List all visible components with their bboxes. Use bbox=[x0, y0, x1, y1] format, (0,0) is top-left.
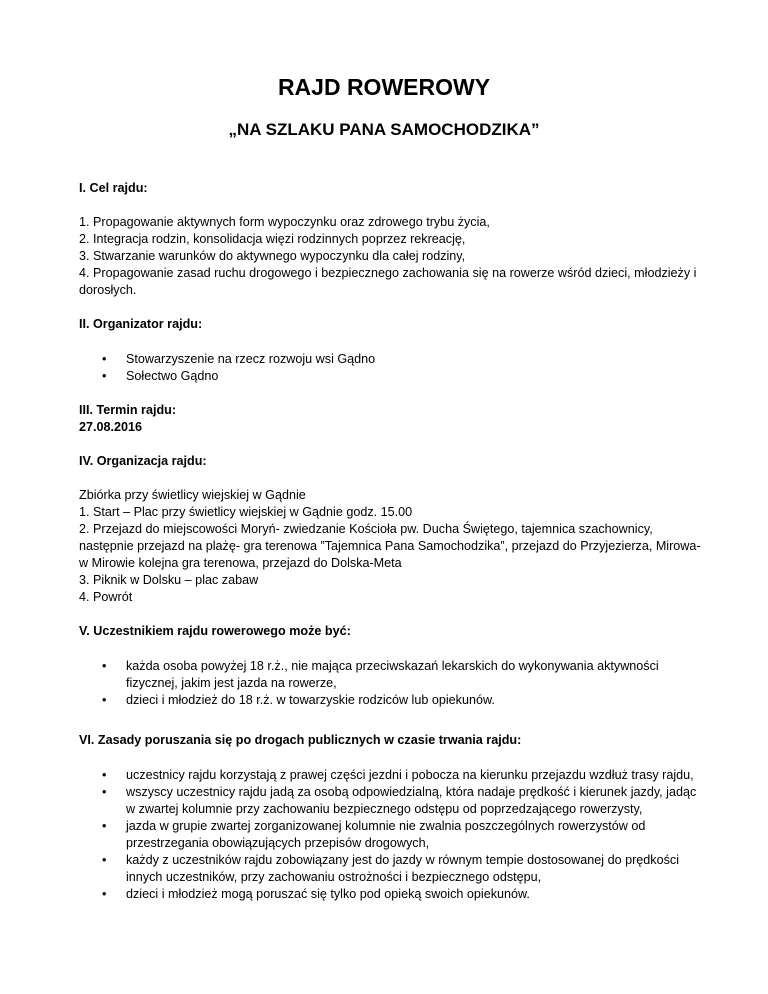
organization-line: Zbiórka przy świetlicy wiejskiej w Gądnie bbox=[79, 488, 306, 502]
goal-line: 3. Stwarzanie warunków do aktywnego wypoczynku dla całej rodziny, bbox=[79, 249, 466, 263]
section-heading-goal: I. Cel rajdu: bbox=[79, 181, 148, 195]
organization-line: 4. Powrót bbox=[79, 590, 133, 604]
section-heading-participants: V. Uczestnikiem rajdu rowerowego może być: bbox=[79, 624, 351, 638]
list-item: • Stowarzyszenie na rzecz rozwoju wsi Gądno bbox=[79, 351, 706, 368]
section-heading-rules: VI. Zasady poruszania się po drogach publicznych w czasie trwania rajdu: bbox=[79, 733, 522, 747]
organization-line: 3. Piknik w Dolsku – plac zabaw bbox=[79, 573, 259, 587]
goal-line: 1. Propagowanie aktywnych form wypoczynku oraz zdrowego trybu życia, bbox=[79, 215, 490, 229]
goal-line: 2. Integracja rodzin, konsolidacja więzi rodzinnych poprzez rekreację, bbox=[79, 232, 466, 246]
list-item: • dzieci i młodzież do 18 r.ż. w towarzyskie rodziców lub opiekunów. bbox=[79, 692, 706, 709]
organization-line: 2. Przejazd do miejscowości Moryń- zwiedzanie Kościoła pw. Ducha Świętego, tajemnica szachownicy, następnie przejazd na plażę- gra terenowa ”Tajemnica Pana Samochodzika”, przejazd do Przyjezierza, Mirowa- w Mirowie kolejna gra terenowa, przejazd do Dolska-Meta bbox=[79, 522, 701, 570]
list-item: • uczestnicy rajdu korzystają z prawej części jezdni i pobocza na kierunku przejazdu wzdłuż trasy rajdu, bbox=[79, 767, 706, 784]
section-heading-date: III. Termin rajdu: bbox=[79, 403, 177, 417]
list-item: • wszyscy uczestnicy rajdu jadą za osobą odpowiedzialną, która nadaje prędkość i kierunek jazdy, jadąc w zwartej kolumnie przy zachowaniu bezpiecznego odstępu od poprzedzającego rowerzysty, bbox=[79, 784, 706, 818]
section-heading-organizer: II. Organizator rajdu: bbox=[79, 317, 203, 331]
document-body bbox=[79, 180, 706, 903]
list-item: • Sołectwo Gądno bbox=[79, 368, 706, 385]
document-subtitle: „NA SZLAKU PANA SAMOCHODZIKA” bbox=[228, 120, 540, 139]
list-item: • każda osoba powyżej 18 r.ż., nie mająca przeciwskazań lekarskich do wykonywania aktywności fizycznej, jakim jest jazda na rowerze, bbox=[79, 658, 706, 692]
rally-date: 27.08.2016 bbox=[79, 420, 143, 434]
section-heading-organization: IV. Organizacja rajdu: bbox=[79, 454, 207, 468]
participants-list bbox=[79, 658, 706, 709]
rules-list bbox=[79, 767, 706, 903]
organizer-list bbox=[79, 351, 706, 385]
list-item: • każdy z uczestników rajdu zobowiązany jest do jazdy w równym tempie dostosowanej do prędkości innych uczestników, przy zachowaniu ostrożności i bezpiecznego odstępu, bbox=[79, 852, 706, 886]
organization-list bbox=[79, 487, 706, 606]
list-item: • dzieci i młodzież mogą poruszać się tylko pod opieką swoich opiekunów. bbox=[79, 886, 706, 903]
document-title: RAJD ROWEROWY bbox=[277, 74, 491, 100]
goal-line: 4. Propagowanie zasad ruchu drogowego i bezpiecznego zachowania się na rowerze wśród dzieci, młodzieży i dorosłych. bbox=[79, 266, 697, 297]
organization-line: 1. Start – Plac przy świetlicy wiejskiej w Gądnie godz. 15.00 bbox=[79, 505, 413, 519]
goal-list bbox=[79, 214, 706, 299]
list-item: • jazda w grupie zwartej zorganizowanej kolumnie nie zwalnia poszczególnych rowerzystów od przestrzegania obowiązujących przepisów drogowych, bbox=[79, 818, 706, 852]
